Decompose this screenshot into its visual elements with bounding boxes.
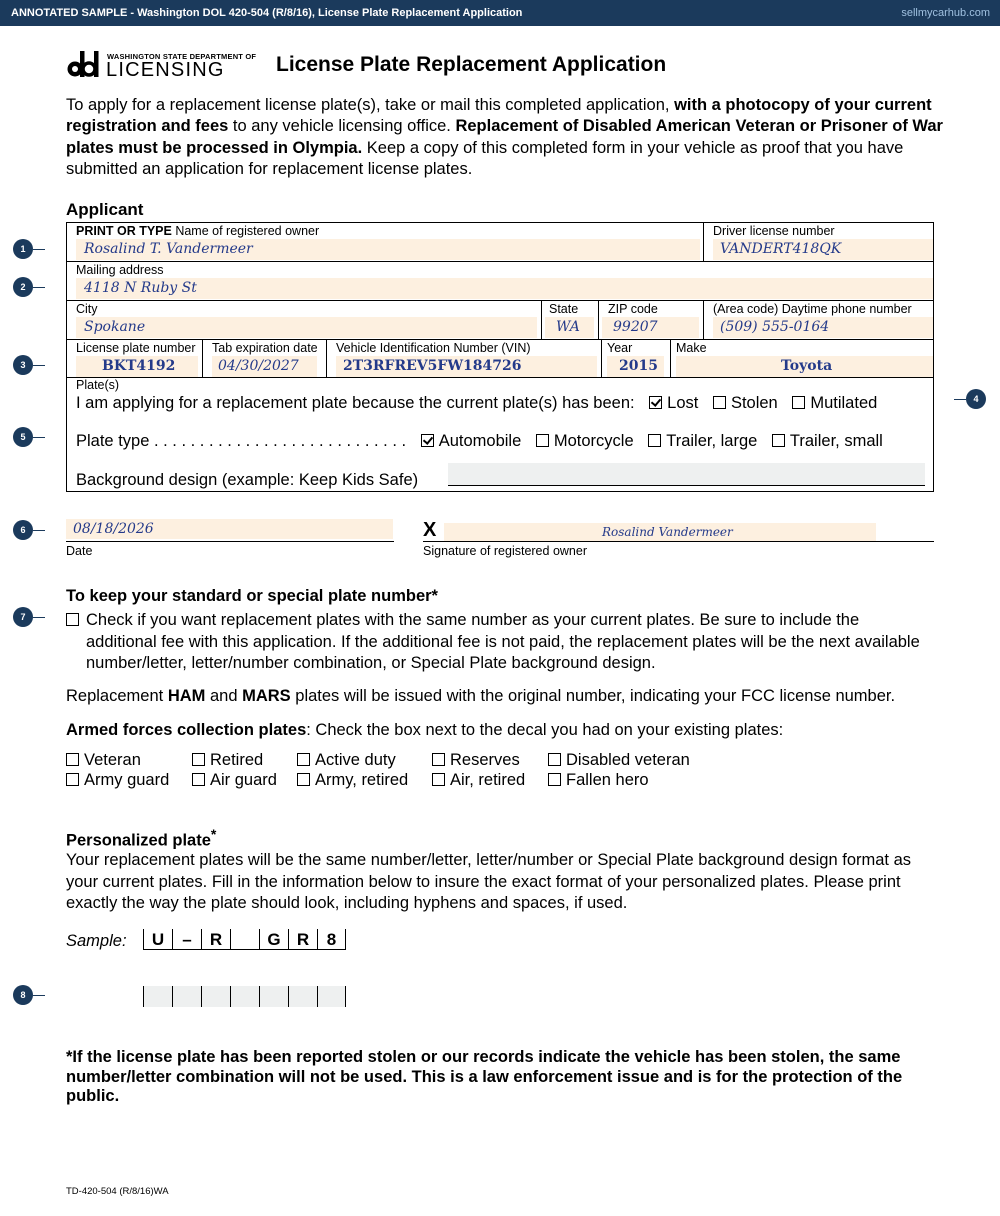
intro-bold-1: with a photocopy of your current registration and fees bbox=[66, 96, 932, 136]
date-value: 08/18/2026 bbox=[73, 521, 154, 537]
city-label: City bbox=[76, 302, 98, 316]
keep-number-heading: To keep your standard or special plate number* bbox=[66, 587, 438, 605]
vin-label: Vehicle Identification Number (VIN) bbox=[336, 341, 531, 355]
phone-value: (509) 555-0164 bbox=[720, 319, 830, 335]
state-field[interactable] bbox=[545, 317, 594, 338]
plate-number-label: License plate number bbox=[76, 341, 196, 355]
owner-name-value: Rosalind T. Vandermeer bbox=[84, 241, 253, 257]
ham-mars-text: Replacement HAM and MARS plates will be issued with the original number, indicating your FCC license number. bbox=[66, 687, 896, 705]
armed-army-retired-option[interactable]: Army, retired bbox=[297, 770, 408, 790]
sample-plate: U – R G R 8 bbox=[143, 929, 346, 950]
signature-x-mark: X bbox=[423, 519, 437, 541]
reason-mutilated-checkbox[interactable] bbox=[792, 396, 805, 409]
tab-expiration-value: 04/30/2027 bbox=[218, 358, 299, 374]
applicant-heading: Applicant bbox=[66, 200, 144, 219]
armed-air-guard-option[interactable]: Air guard bbox=[192, 770, 277, 790]
year-label: Year bbox=[607, 341, 633, 355]
plate-number-field[interactable] bbox=[76, 356, 198, 377]
make-field[interactable] bbox=[676, 356, 933, 377]
city-value: Spokane bbox=[84, 319, 146, 335]
type-trailer-large-option[interactable]: Trailer, large bbox=[648, 432, 757, 451]
type-automobile-option[interactable]: Automobile bbox=[421, 432, 522, 451]
annotation-marker-5: 5 bbox=[13, 427, 33, 447]
armed-veteran-option[interactable]: Veteran bbox=[66, 750, 141, 770]
name-label: PRINT OR TYPE Name of registered owner bbox=[76, 224, 320, 238]
armed-retired-option[interactable]: Retired bbox=[192, 750, 263, 770]
vin-field[interactable] bbox=[336, 356, 597, 377]
city-field[interactable] bbox=[76, 317, 537, 338]
zip-label: ZIP code bbox=[608, 302, 658, 316]
plate-char-1[interactable] bbox=[143, 986, 172, 1007]
state-value: WA bbox=[556, 319, 580, 335]
reason-mutilated-option[interactable]: Mutilated bbox=[792, 394, 877, 413]
intro-text-2: to any vehicle licensing office. bbox=[228, 117, 456, 136]
mailing-address-value: 4118 N Ruby St bbox=[84, 280, 197, 296]
background-design-label: Background design (example: Keep Kids Safe) bbox=[76, 471, 419, 489]
keep-number-text: Check if you want replacement plates with the same number as your current plates. Be sure to include the additional fee with this application. If the additional fee is not paid, the replacement plates will be the next available number/letter, letter/number combination, or Special Plate background design. bbox=[86, 611, 920, 672]
driver-license-value: VANDERT418QK bbox=[720, 241, 842, 257]
annotation-banner bbox=[0, 0, 1000, 26]
reason-stolen-checkbox[interactable] bbox=[713, 396, 726, 409]
type-trailer-large-checkbox[interactable] bbox=[648, 434, 661, 447]
reason-lost-checkbox[interactable] bbox=[649, 396, 662, 409]
page-title: License Plate Replacement Application bbox=[276, 53, 667, 76]
stolen-footnote: *If the license plate has been reported stolen or our records indicate the vehicle has been stolen, the same number/letter combination will not be used. This is a law enforcement issue and is for the protection of the public. bbox=[66, 1048, 903, 1105]
personalized-plate-entry[interactable] bbox=[143, 986, 346, 1007]
personalized-heading: Personalized plate* bbox=[66, 826, 217, 850]
type-trailer-small-option[interactable]: Trailer, small bbox=[772, 432, 883, 451]
plate-char-6[interactable] bbox=[288, 986, 317, 1007]
plate-char-4[interactable] bbox=[230, 986, 259, 1007]
mailing-address-field[interactable] bbox=[76, 278, 933, 299]
intro-text-3: Keep a copy of this completed form in your vehicle as proof that you have submitted an application for replacement license plates. bbox=[66, 138, 904, 178]
type-automobile-checkbox[interactable] bbox=[421, 434, 434, 447]
armed-army-guard-option[interactable]: Army guard bbox=[66, 770, 169, 790]
annotation-marker-4: 4 bbox=[966, 389, 986, 409]
annotation-marker-1: 1 bbox=[13, 239, 33, 259]
phone-label: (Area code) Daytime phone number bbox=[713, 302, 912, 316]
form-number: TD-420-504 (R/8/16)WA bbox=[66, 1186, 169, 1197]
mail-label: Mailing address bbox=[76, 263, 164, 277]
intro-bold-2: Replacement of Disabled American Veteran or Prisoner of War plates must be processed in Olympia. bbox=[66, 117, 943, 157]
dol-logo bbox=[66, 44, 257, 81]
year-field[interactable] bbox=[607, 356, 664, 377]
applicant-grid bbox=[66, 222, 934, 492]
armed-reserves-option[interactable]: Reserves bbox=[432, 750, 520, 770]
reason-stolen-option[interactable]: Stolen bbox=[713, 394, 778, 413]
annotation-marker-6: 6 bbox=[13, 520, 33, 540]
reason-lost-option[interactable]: Lost bbox=[649, 394, 698, 413]
logo-agency-text: WASHINGTON STATE DEPARTMENT OF bbox=[107, 52, 257, 61]
dol-logo-icon bbox=[66, 48, 102, 78]
date-field[interactable] bbox=[66, 519, 393, 539]
background-design-field[interactable] bbox=[448, 463, 925, 486]
dl-label: Driver license number bbox=[713, 224, 835, 238]
signature-field[interactable] bbox=[444, 523, 876, 541]
sample-label: Sample: bbox=[66, 932, 127, 950]
plate-char-5[interactable] bbox=[259, 986, 288, 1007]
banner-title: ANNOTATED SAMPLE - Washington DOL 420-504 (R/8/16), License Plate Replacement Application bbox=[11, 7, 523, 19]
tab-expiration-field[interactable] bbox=[212, 356, 317, 377]
intro-paragraph bbox=[66, 95, 946, 180]
type-motorcycle-checkbox[interactable] bbox=[536, 434, 549, 447]
logo-licensing-text: LICENSING bbox=[106, 59, 225, 81]
armed-disabled-veteran-option[interactable]: Disabled veteran bbox=[548, 750, 690, 770]
state-label: State bbox=[549, 302, 579, 316]
phone-field[interactable] bbox=[713, 317, 933, 338]
zip-value: 99207 bbox=[613, 319, 658, 335]
owner-name-field[interactable] bbox=[76, 239, 700, 260]
armed-forces-heading: Armed forces collection plates: Check the box next to the decal you had on your existing plates: bbox=[66, 721, 784, 739]
zip-field[interactable] bbox=[602, 317, 699, 338]
armed-fallen-hero-option[interactable]: Fallen hero bbox=[548, 770, 649, 790]
signature-value: Rosalind Vandermeer bbox=[602, 525, 733, 539]
date-label: Date bbox=[66, 544, 93, 558]
tab-expiration-label: Tab expiration date bbox=[212, 341, 318, 355]
make-label: Make bbox=[676, 341, 707, 355]
plate-type-row bbox=[76, 432, 883, 451]
plate-type-text: Plate type . . . . . . . . . . . . . . . . . . . . . . . . . . . . bbox=[76, 432, 407, 450]
make-value: Toyota bbox=[781, 358, 833, 374]
annotation-marker-7: 7 bbox=[13, 607, 33, 627]
banner-site[interactable]: sellmycarhub.com bbox=[901, 7, 990, 19]
plate-char-2[interactable] bbox=[172, 986, 201, 1007]
armed-air-retired-option[interactable]: Air, retired bbox=[432, 770, 525, 790]
plate-number-value: BKT4192 bbox=[102, 358, 176, 374]
plate-char-7[interactable] bbox=[317, 986, 346, 1007]
keep-number-checkbox[interactable] bbox=[66, 613, 79, 626]
personalized-text: Your replacement plates will be the same number/letter, letter/number or Special Plate background design format as your current plates. Fill in the information below to insure the exact format of your personalized plates. Please print exactly the way the plate should look, including hyphens and spaces, if used. bbox=[66, 851, 912, 912]
annotation-marker-2: 2 bbox=[13, 277, 33, 297]
plates-label: Plate(s) bbox=[76, 378, 120, 392]
intro-text-1: To apply for a replacement license plate(s), take or mail this completed application, bbox=[66, 96, 675, 114]
plate-char-3[interactable] bbox=[201, 986, 230, 1007]
type-trailer-small-checkbox[interactable] bbox=[772, 434, 785, 447]
vin-value: 2T3RFREV5FW184726 bbox=[343, 358, 522, 374]
year-value: 2015 bbox=[619, 358, 658, 374]
reason-text: I am applying for a replacement plate because the current plate(s) has been: bbox=[76, 394, 635, 412]
annotation-marker-8: 8 bbox=[13, 985, 33, 1005]
signature-label: Signature of registered owner bbox=[423, 544, 587, 558]
reason-row bbox=[76, 394, 877, 413]
driver-license-field[interactable] bbox=[713, 239, 933, 260]
annotation-marker-3: 3 bbox=[13, 355, 33, 375]
type-motorcycle-option[interactable]: Motorcycle bbox=[536, 432, 634, 451]
armed-active-duty-option[interactable]: Active duty bbox=[297, 750, 396, 770]
